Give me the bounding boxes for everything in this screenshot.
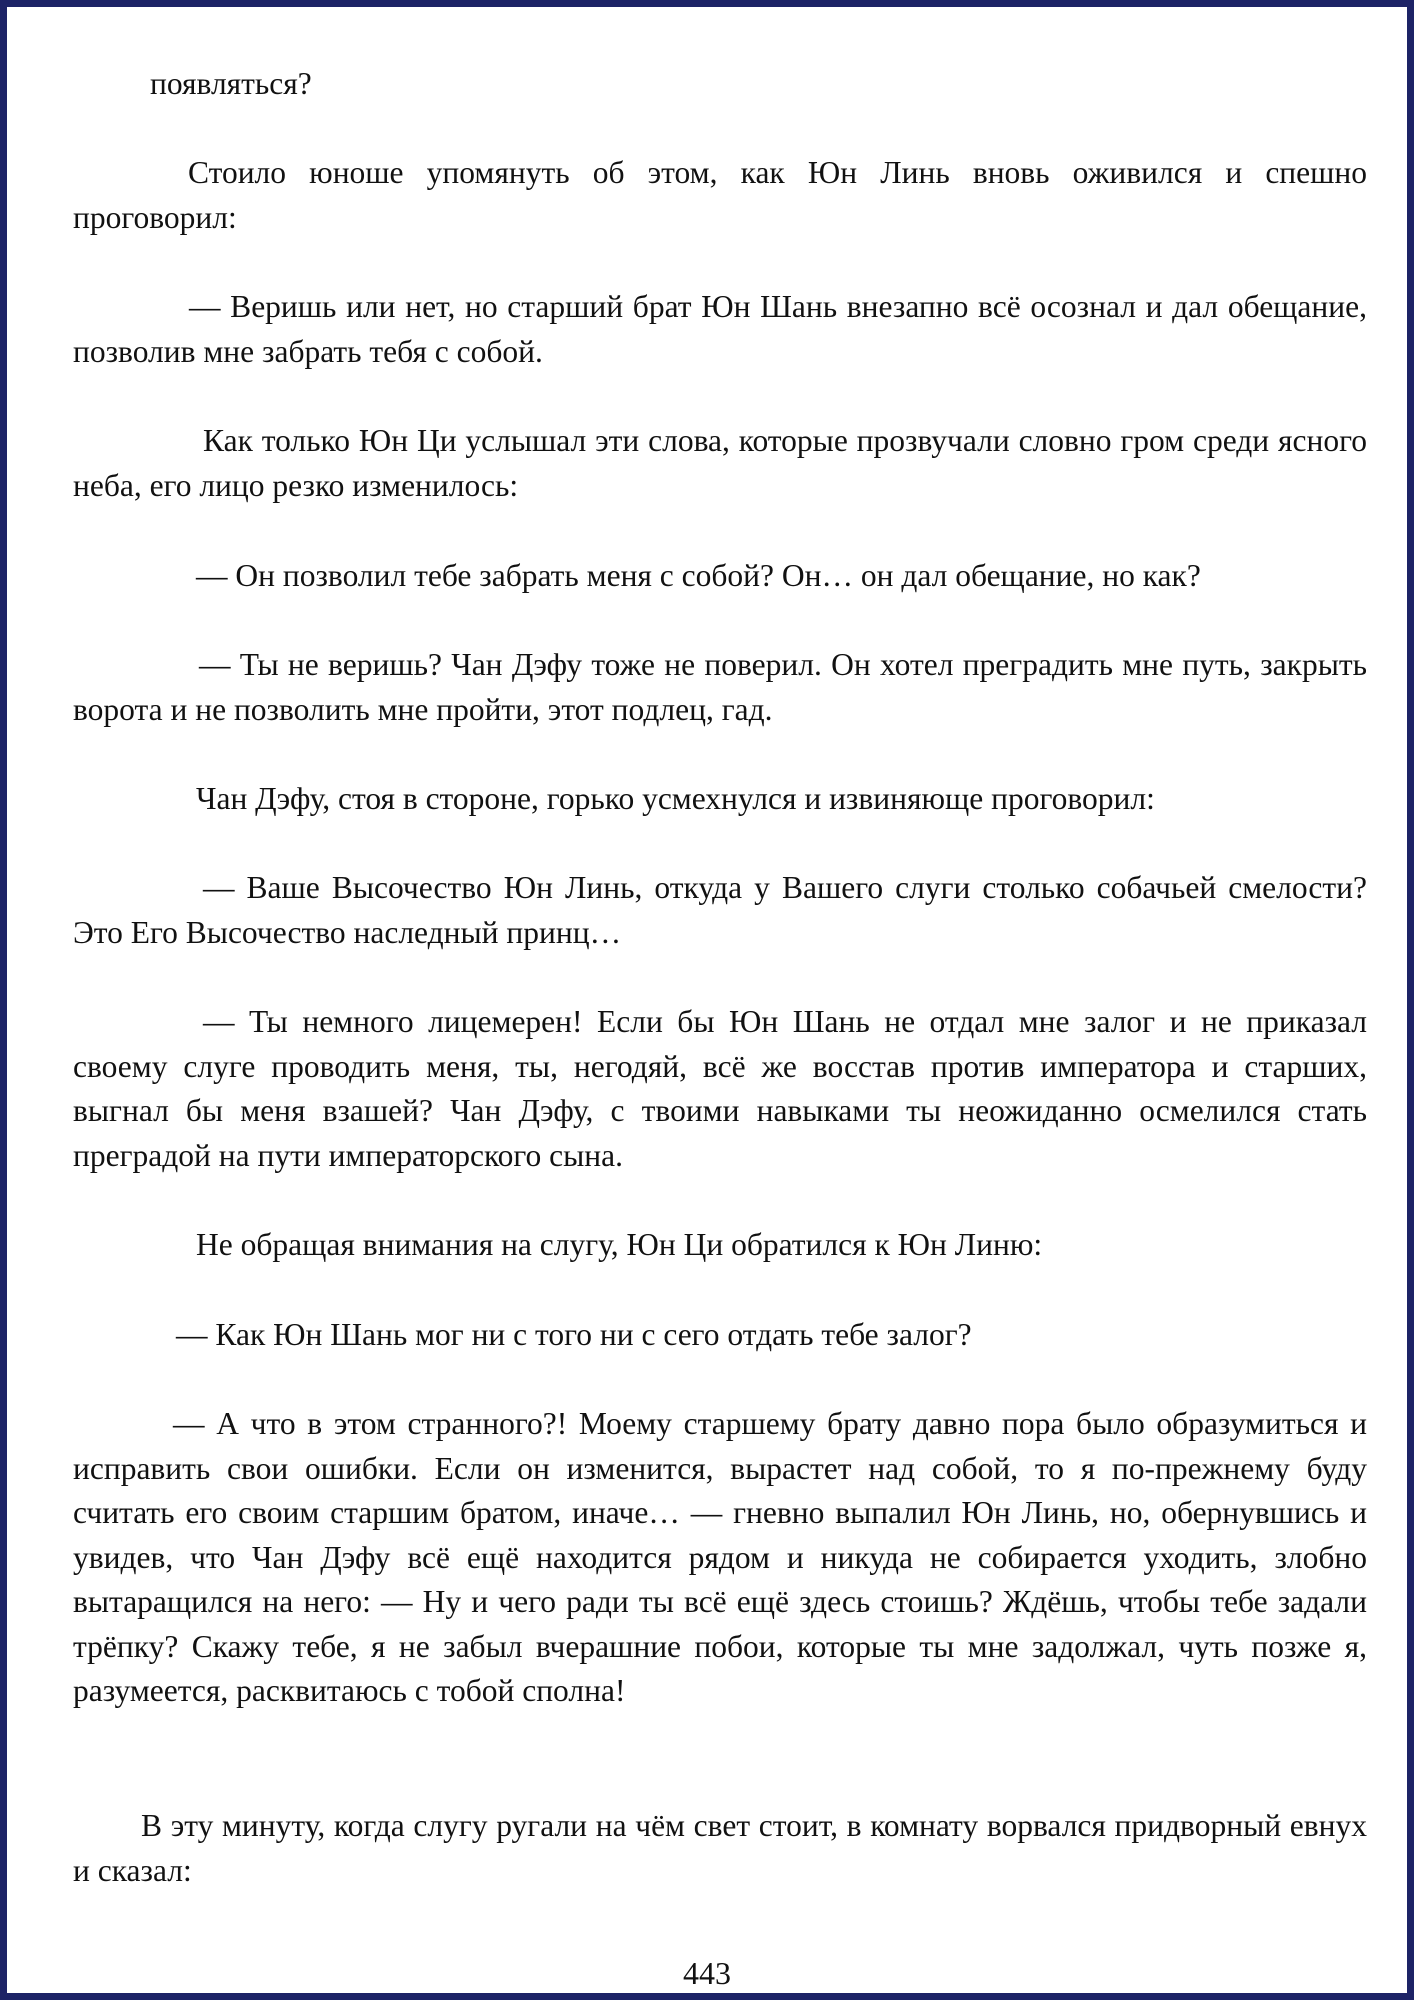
page-number: 443 bbox=[683, 1955, 731, 1991]
paragraph-2: Стоило юноше упомянуть об этом, как Юн Линь вновь оживился и спешно проговорил: bbox=[73, 155, 1367, 235]
paragraph-8: — Ваше Высочество Юн Линь, откуда у Вашего слуги столько собачьей смелости? Это Его Высочество наследный принц… bbox=[73, 870, 1367, 950]
paragraph-7: Чан Дэфу, стоя в стороне, горько усмехнулся и извиняюще проговорил: bbox=[196, 781, 1155, 816]
paragraph-12: — А что в этом странного?! Моему старшему брату давно пора было образумиться и исправить свои ошибки. Если он изменится, вырастет над собой, то я по-прежнему буду считать его своим старшим братом, иначе… — гневно выпалил Юн Линь, но, обернувшись и увидев, что Чан Дэфу всё ещё находится рядом и никуда не собирается уходить, злобно вытаращился на него: — Ну и чего ради ты всё ещё здесь стоишь? Ждёшь, чтобы тебе задали трёпку? Скажу тебе, я не забыл вчерашние побои, которые ты мне задолжал, чуть позже я, разумеется, расквитаюсь с тобой сполна! bbox=[73, 1406, 1367, 1708]
paragraph-10: Не обращая внимания на слугу, Юн Ци обратился к Юн Линю: bbox=[196, 1227, 1043, 1262]
paragraph-13: В эту минуту, когда слугу ругали на чём свет стоит, в комнату ворвался придворный евнух и сказал: bbox=[73, 1808, 1367, 1888]
paragraph-5: — Он позволил тебе забрать меня с собой? Он… он дал обещание, но как? bbox=[196, 558, 1201, 593]
paragraph-6: — Ты не веришь? Чан Дэфу тоже не поверил. Он хотел преградить мне путь, закрыть ворота и не позволить мне пройти, этот подлец, гад. bbox=[73, 647, 1367, 727]
paragraph-3: — Веришь или нет, но старший брат Юн Шань внезапно всё осознал и дал обещание, позволив мне забрать тебя с собой. bbox=[73, 289, 1367, 369]
paragraph-1: появляться? bbox=[150, 66, 312, 101]
paragraph-9: — Ты немного лицемерен! Если бы Юн Шань не отдал мне залог и не приказал своему слуге проводить меня, ты, негодяй, всё же восстав против императора и старших, выгнал бы меня взашей? Чан Дэфу, с твоими навыками ты неожиданно осмелился стать преградой на пути императорского сына. bbox=[73, 1004, 1367, 1173]
paragraph-4: Как только Юн Ци услышал эти слова, которые прозвучали словно гром среди ясного неба, его лицо резко изменилось: bbox=[73, 423, 1367, 503]
paragraph-11: — Как Юн Шань мог ни с того ни с сего отдать тебе залог? bbox=[176, 1317, 972, 1352]
